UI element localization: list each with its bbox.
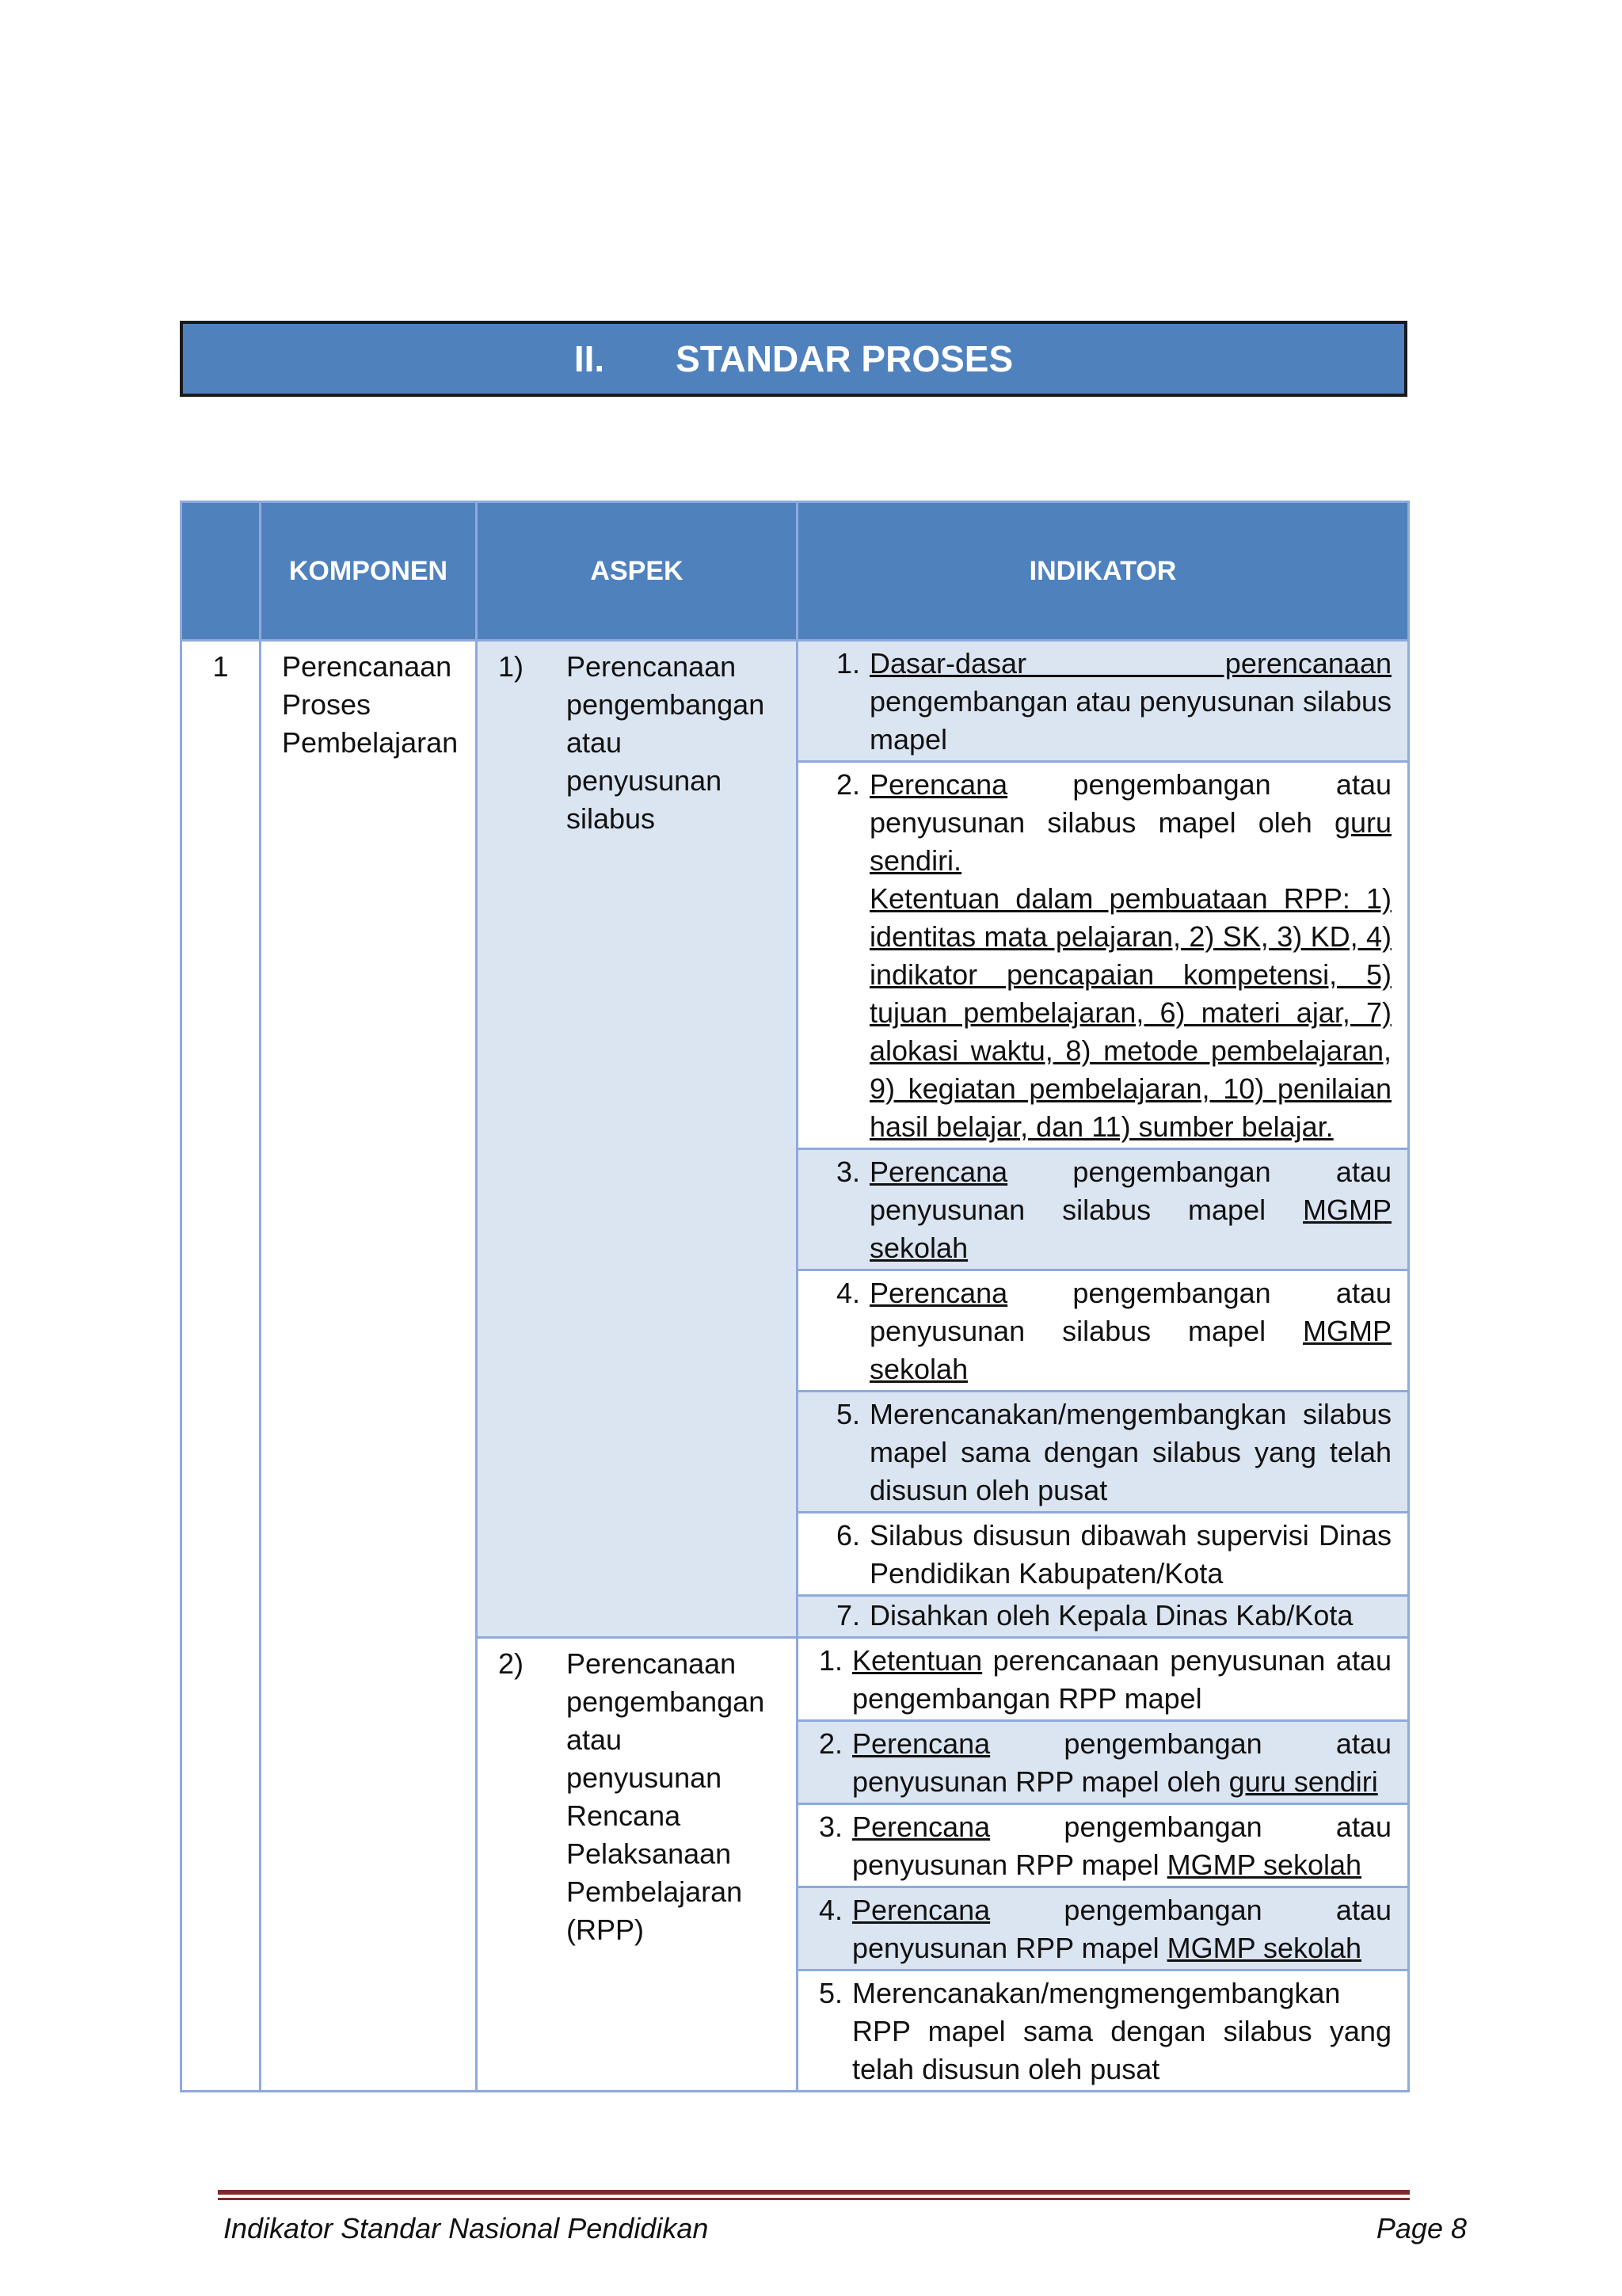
indikator-cell bbox=[798, 1513, 1409, 1596]
indikator-text: perencanaan penyusunan atau pengembangan RPP mapel bbox=[852, 1644, 1392, 1715]
section-title: STANDAR PROSES bbox=[676, 338, 1014, 379]
section-title-box bbox=[180, 321, 1407, 397]
indikator-number: 2. bbox=[836, 768, 860, 801]
indikator-text: Merencanakan/mengmengembangkan RPP mapel sama dengan silabus yang telah disusun oleh pusat bbox=[852, 1977, 1392, 2085]
aspek-number: 2) bbox=[498, 1647, 524, 1680]
indikator-text-underlined: Perencana bbox=[870, 1277, 1008, 1309]
header-indikator: INDIKATOR bbox=[798, 502, 1409, 641]
indikator-text-underlined: guru sendiri bbox=[1228, 1765, 1378, 1798]
indikator-cell bbox=[798, 1887, 1409, 1970]
indikator-text-underlined: Perencana bbox=[852, 1811, 991, 1843]
footer-document-title: Indikator Standar Nasional Pendidikan bbox=[223, 2212, 709, 2245]
indikator-number: 2. bbox=[818, 1727, 843, 1760]
indikator-text: pengembangan atau penyusunan silabus mapel bbox=[870, 685, 1392, 756]
aspek-number: 1) bbox=[498, 650, 524, 683]
indikator-cell bbox=[798, 1270, 1409, 1392]
indikator-text: Merencanakan/mengembangkan silabus mapel sama dengan silabus yang telah disusun oleh pusat bbox=[870, 1398, 1392, 1506]
aspek-cell bbox=[477, 1638, 798, 2092]
indikator-cell bbox=[798, 1149, 1409, 1270]
indikator-number: 3. bbox=[818, 1811, 843, 1843]
indikator-text-underlined: guru sendiri. bbox=[870, 806, 1392, 877]
indikator-text-underlined: MGMP sekolah bbox=[870, 1194, 1392, 1264]
footer-page-number: Page 8 bbox=[1376, 2212, 1467, 2245]
row-number: 1 bbox=[181, 641, 261, 2092]
table-row bbox=[181, 641, 1409, 762]
indikator-text-underlined: Perencana bbox=[852, 1727, 991, 1760]
indikator-text-underlined: MGMP sekolah bbox=[870, 1315, 1392, 1385]
aspek-cell bbox=[477, 641, 798, 1638]
indikator-text-underlined: MGMP sekolah bbox=[1167, 1849, 1362, 1881]
indikator-cell bbox=[798, 762, 1409, 1149]
komponen-cell: Perencanaan Proses Pembelajaran bbox=[261, 641, 477, 2092]
footer-rule-thick bbox=[218, 2190, 1410, 2195]
standar-proses-table bbox=[180, 501, 1410, 2092]
indikator-text-underlined: MGMP sekolah bbox=[1167, 1932, 1362, 1964]
header-komponen: KOMPONEN bbox=[261, 502, 477, 641]
indikator-cell bbox=[798, 1804, 1409, 1887]
indikator-cell bbox=[798, 1721, 1409, 1804]
indikator-text-underlined: Perencana bbox=[870, 1156, 1008, 1188]
indikator-text: pengembangan atau penyusunan RPP mapel bbox=[852, 1894, 1392, 1964]
ketentuan-rpp-text: Ketentuan dalam pembuataan RPP: 1) identitas mata pelajaran, 2) SK, 3) KD, 4) indikator pencapaian kompetensi, 5) tujuan pembelajaran, 6) materi ajar, 7) alokasi waktu, 8) metode pembelajaran, 9) kegiatan pembelajaran, 10) penilaian hasil belajar, dan 11) sumber belajar. bbox=[870, 882, 1392, 1143]
indikator-number: 4. bbox=[818, 1894, 843, 1926]
indikator-number: 1. bbox=[818, 1644, 843, 1677]
indikator-cell bbox=[798, 1638, 1409, 1721]
indikator-cell bbox=[798, 1596, 1409, 1638]
header-aspek: ASPEK bbox=[477, 502, 798, 641]
indikator-number: 5. bbox=[818, 1977, 843, 2009]
header-no bbox=[181, 502, 261, 641]
table-header-row bbox=[181, 502, 1409, 641]
aspek-text: Perencanaan pengembangan atau penyusunan Rencana Pelaksanaan Pembelajaran (RPP) bbox=[566, 1647, 765, 1946]
indikator-text: pengembangan atau penyusunan RPP mapel oleh bbox=[852, 1727, 1392, 1798]
indikator-cell bbox=[798, 641, 1409, 762]
indikator-cell bbox=[798, 1392, 1409, 1513]
indikator-cell bbox=[798, 1970, 1409, 2092]
indikator-text: Silabus disusun dibawah supervisi Dinas Pendidikan Kabupaten/Kota bbox=[870, 1519, 1392, 1590]
aspek-text: Perencanaan pengembangan atau penyusunan silabus bbox=[566, 650, 765, 835]
indikator-text: pengembangan atau penyusunan silabus mapel oleh bbox=[870, 768, 1392, 839]
indikator-number: 6. bbox=[836, 1519, 860, 1552]
indikator-text: pengembangan atau penyusunan RPP mapel bbox=[852, 1811, 1392, 1881]
indikator-number: 5. bbox=[836, 1398, 860, 1430]
indikator-text-underlined: Perencana bbox=[870, 768, 1008, 801]
indikator-text-underlined: Ketentuan bbox=[852, 1644, 983, 1677]
indikator-text-underlined: Perencana bbox=[852, 1894, 991, 1926]
indikator-number: 3. bbox=[836, 1156, 860, 1188]
indikator-text: pengembangan atau penyusunan silabus mapel bbox=[870, 1277, 1392, 1347]
indikator-text: pengembangan atau penyusunan silabus mapel bbox=[870, 1156, 1392, 1226]
indikator-number: 1. bbox=[836, 647, 860, 680]
indikator-number: 7. bbox=[836, 1599, 860, 1632]
footer-rule-thin bbox=[218, 2198, 1410, 2200]
indikator-text: Disahkan oleh Kepala Dinas Kab/Kota bbox=[870, 1599, 1354, 1632]
section-number: II. bbox=[573, 338, 605, 379]
indikator-number: 4. bbox=[836, 1277, 860, 1309]
indikator-text-underlined: Dasar-dasar perencanaan bbox=[870, 647, 1392, 680]
